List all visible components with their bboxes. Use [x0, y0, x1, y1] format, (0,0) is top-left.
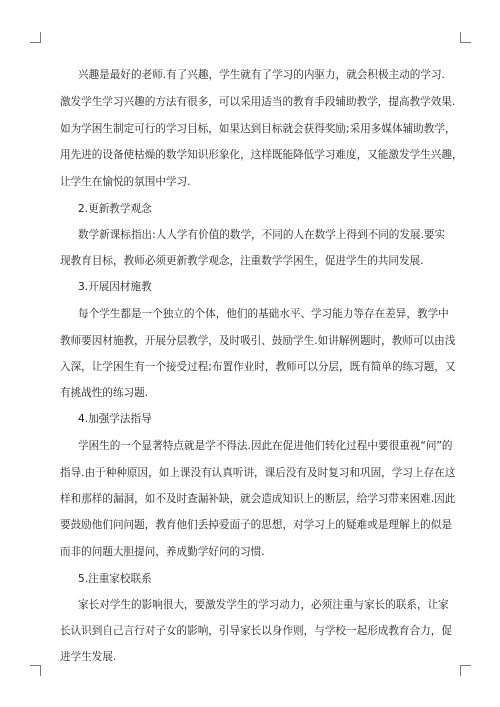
- paragraph-line: 长认识到自己言行对子女的影响，引导家长以身作则，与学校一起形成教育合力，促: [60, 625, 452, 637]
- paragraph-line: 激发学生学习兴趣的方法有很多，可以采用适当的教育手段辅助教学，提高教学效果.: [60, 96, 456, 108]
- section-heading: 4.加强学法指导: [78, 413, 152, 425]
- paragraph-line: 家长对学生的影响很大，要激发学生的学习动力，必须注重与家长的联系，让家: [78, 599, 449, 611]
- paragraph-line: 而非的问题大胆提问，养成勤学好问的习惯.: [60, 546, 265, 558]
- crop-mark-bottom-left: [30, 665, 41, 676]
- paragraph-line: 入深，让学困生有一个接受过程;布置作业时，教师可以分层，既有简单的练习题，又: [60, 361, 456, 373]
- paragraph-line: 教师要因材施教，开展分层教学，及时吸引、鼓励学生.如讲解例题时，教师可以由浅: [60, 335, 456, 347]
- crop-mark-bottom-right: [460, 665, 471, 676]
- paragraph-line: 数学新课标指出:人人学有价值的数学，不同的人在数学上得到不同的发展.要实: [78, 229, 446, 241]
- paragraph-line: 指导.由于种种原因，如上课没有认真听讲，课后没有及时复习和巩固，学习上存在这: [60, 467, 456, 479]
- paragraph-line: 有挑战性的练习题.: [60, 387, 149, 399]
- paragraph-line: 兴趣是最好的老师.有了兴趣，学生就有了学习的内驱力，就会积极主动的学习.: [78, 69, 445, 81]
- paragraph-line: 用先进的设备使枯燥的数学知识形象化，这样既能降低学习难度，又能激发学生兴趣，: [60, 149, 463, 161]
- crop-mark-top-right: [460, 32, 471, 43]
- section-heading: 5.注重家校联系: [78, 573, 152, 585]
- paragraph-line: 学困生的一个显著特点就是学不得法.因此在促进他们转化过程中要很重视“问”的: [78, 440, 453, 452]
- crop-mark-top-left: [30, 32, 41, 43]
- paragraph-line: 要鼓励他们问问题，教育他们丢掉爱面子的思想，对学习上的疑难或是理解上的似是: [60, 519, 452, 531]
- section-heading: 3.开展因材施教: [78, 281, 152, 293]
- paragraph-line: 进学生发展.: [60, 651, 117, 663]
- paragraph-line: 现教育目标，教师必须更新教学观念，注重数学学困生，促进学生的共同发展.: [60, 255, 424, 267]
- paragraph-line: 如为学困生制定可行的学习目标，如果达到目标就会获得奖励;采用多媒体辅助教学，: [60, 123, 456, 135]
- paragraph-line: 让学生在愉悦的氛围中学习.: [60, 176, 191, 188]
- section-heading: 2.更新教学观念: [78, 203, 152, 215]
- paragraph-line: 样和那样的漏洞，如不及时查漏补缺，就会造成知识上的断层，给学习带来困难.因此: [60, 493, 456, 505]
- paragraph-line: 每个学生都是一个独立的个体，他们的基础水平、学习能力等存在差异，教学中: [78, 308, 449, 320]
